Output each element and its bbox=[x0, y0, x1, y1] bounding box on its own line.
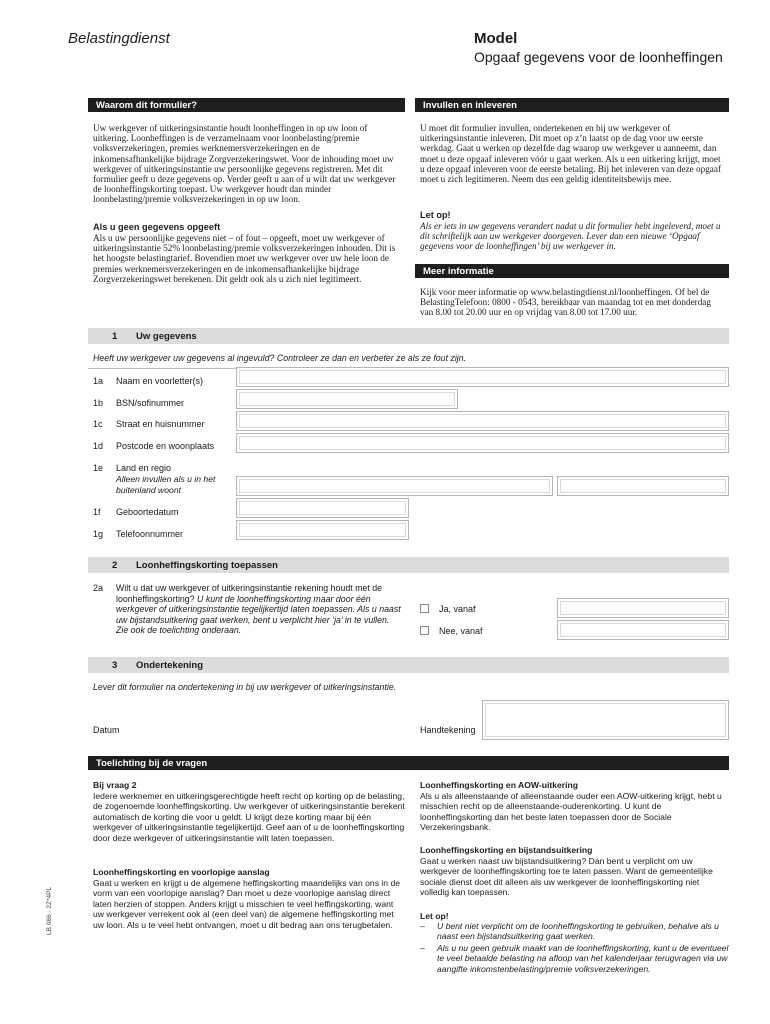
name-field[interactable] bbox=[236, 367, 729, 387]
row-1f-number: 1f bbox=[93, 507, 101, 517]
q2-body: Iedere werknemer en uitkeringsgerechtigde heeft recht op korting op de belasting, de zogenoemde loonheffingskorting. Uw werkgever of uitkeringsinstantie berekent automatisch de korting die voor u geldt. U krijgt deze korting maar bij één werkgever of uitkeringsinstantie tegelijkertijd. Geef aan of u de loonheffingskorting door deze werkgever of uitkeringsinstantie wilt laten toepassen. bbox=[93, 791, 405, 843]
question-2a-text: Wilt u dat uw werkgever of uitkeringsinstantie rekening houdt met de loonheffingskorting? bbox=[116, 583, 382, 604]
phone-field[interactable] bbox=[236, 520, 409, 540]
row-1b-label: BSN/sofinummer bbox=[116, 398, 185, 408]
fill-in-body: U moet dit formulier invullen, ondertekenen en bij uw werkgever of uitkeringsinstantie inleveren. Dit moet op z’n laatst op de dag voor uw eerste werkdag. Gaat u werken op dezelfde dag waarop uw werkgever u aanneemt, dan moet u deze opgaaf inleveren vóór u gaat werken. Als u een uitkering krijgt, moet u deze opgaaf inleveren voor de eerste betaling. Bij het inleveren van deze opgaaf moet u zich legitimeren. Neem dus een geldig identiteitsbewijs mee. bbox=[420, 123, 722, 185]
letop-item-2: Als u nu geen gebruik maakt van de loonheffingskorting, kunt u de eventueel te veel betaalde belasting na afloop van het kalenderjaar terugvragen via uw aangifte inkomstenbelasting/premie volksverzekeringen. bbox=[437, 943, 729, 974]
date-field[interactable] bbox=[93, 702, 406, 722]
question-2a bbox=[116, 583, 401, 636]
letop-dash-1: – bbox=[420, 921, 425, 931]
region-field[interactable] bbox=[557, 476, 729, 496]
agency-name: Belastingdienst bbox=[68, 30, 170, 47]
row-1e-note: Alleen invullen als u in het buitenland woont bbox=[116, 474, 216, 495]
yes-date-field[interactable] bbox=[557, 598, 729, 618]
date-label: Datum bbox=[93, 725, 120, 735]
row-1d-number: 1d bbox=[93, 441, 104, 451]
no-data-heading: Als u geen gegevens opgeeft bbox=[93, 222, 221, 232]
postcode-city-field[interactable] bbox=[236, 433, 729, 453]
street-field[interactable] bbox=[236, 411, 729, 431]
section-3-number: 3 bbox=[112, 660, 118, 671]
bijstand-body: Gaat u werken naast uw bijstandsuitkering? Dan bent u verplicht om uw werkgever de loonheffingskorting toe te laten passen. Want de gemeentelijke sociale dienst doet dit alleen als uw werkgever de loonheffingskorting niet volledig kan toepassen. bbox=[420, 856, 713, 898]
why-form-heading: Waarom dit formulier? bbox=[88, 98, 405, 112]
form-title: Opgaaf gegevens voor de loonheffingen bbox=[474, 49, 723, 65]
section-1-number: 1 bbox=[112, 331, 118, 342]
aow-body: Als u als alleenstaande of alleenstaande ouder een AOW-uitkering krijgt, hebt u misschien recht op de alleenstaande-ouderenkorting. U kunt de loonheffingskorting dan het beste laten toepassen door de Sociale Verzekeringsbank. bbox=[420, 791, 722, 833]
section-2-number: 2 bbox=[112, 560, 118, 571]
row-1b-number: 1b bbox=[93, 398, 104, 408]
q2-heading: Bij vraag 2 bbox=[93, 780, 137, 790]
yes-checkbox[interactable] bbox=[420, 604, 429, 613]
yes-label: Ja, vanaf bbox=[439, 604, 476, 614]
no-checkbox[interactable] bbox=[420, 626, 429, 635]
bijstand-heading: Loonheffingskorting en bijstandsuitkering bbox=[420, 845, 593, 855]
section-2-bar bbox=[88, 557, 729, 573]
row-1g-number: 1g bbox=[93, 529, 104, 539]
more-info-heading: Meer informatie bbox=[415, 264, 729, 278]
signature-field[interactable] bbox=[482, 700, 729, 740]
country-field[interactable] bbox=[236, 476, 553, 496]
row-1a-number: 1a bbox=[93, 376, 104, 386]
more-info-body: Kijk voor meer informatie op www.belastingdienst.nl/loonheffingen. Of bel de BelastingTelefoon: 0800 - 0543, bereikbaar van maandag tot en met donderdag van 8.00 tot 20.00 uur en op vrijdag van 8.00 tot 17.00 uur. bbox=[420, 287, 711, 318]
section-2-title: Loonheffingskorting toepassen bbox=[136, 560, 278, 571]
section-3-bar bbox=[88, 657, 729, 673]
letop-heading: Let op! bbox=[420, 210, 451, 220]
no-data-body: Als u uw persoonlijke gegevens niet – of fout – opgeeft, moet uw werkgever of uitkeringsinstantie 52% loonbelasting/premie volksverzekeringen inhouden. Dit is het hoogste belastingtarief. Bovendien moet uw werkgever over uw hele loon de premies werknemersverzekeringen en de inkomensafhankelijke bijdrage Zorgverzekeringswet berekenen. Dit geldt ook als u zich niet legitimeert. bbox=[93, 233, 396, 284]
why-form-body: Uw werkgever of uitkeringsinstantie houdt loonheffingen in op uw loon of uitkering. Loonheffingen is de verzamelnaam voor loonbelasting/premie volksverzekeringen, premies werknemersverzekeringen en de inkomensafhankelijke bijdrage Zorgverzekeringswet. Voor de inhouding moet uw werkgever of uitkeringsinstantie uw persoonlijke gegevens registreren. Met dit formulier geeft u deze gegevens op. Verder geeft u aan of u wilt dat uw werkgever de loonheffingskorting toepast. Uw werkgever houdt dan minder loonbelasting/premie volksverzekeringen in op uw loon. bbox=[93, 123, 396, 205]
question-2a-note: U kunt de loonheffingskorting maar door één werkgever of uitkeringsinstantie tegelijkertijd laten toepassen. Als u naast uw bijstandsuitkering gaat werken, bent u verplicht hier ‘ja’ in te vullen. Zie ook de toelichting onderaan. bbox=[116, 593, 401, 635]
explanation-heading: Toelichting bij de vragen bbox=[88, 756, 729, 770]
aow-heading: Loonheffingskorting en AOW-uitkering bbox=[420, 780, 579, 790]
letop-body: Als er iets in uw gegevens verandert nadat u dit formulier hebt ingeleverd, moet u dit schriftelijk aan uw werkgever doorgeven. Lever dan een nieuwe ‘Opgaaf gegevens voor de loonheffingen’ bij uw werkgever in. bbox=[420, 221, 721, 252]
row-1d-label: Postcode en woonplaats bbox=[116, 441, 215, 451]
section-1-title: Uw gegevens bbox=[136, 331, 197, 342]
no-date-field[interactable] bbox=[557, 620, 729, 640]
va-heading: Loonheffingskorting en voorlopige aanslag bbox=[93, 867, 270, 877]
row-1g-label: Telefoonnummer bbox=[116, 529, 184, 539]
form-type: Model bbox=[474, 30, 518, 47]
va-body: Gaat u werken en krijgt u de algemene heffingskorting maandelijks van ons in de vorm van een voorlopige aanslag? Dan moet u deze voorlopige aanslag direct laten herzien of stoppen. Anders krijgt u misschien te veel heffingskorting, want uw werkgever verrekent ook al (een deel van) de algemene heffingskorting met uw loon. Als u te veel hebt ontvangen, moet u dit bedrag aan ons terugbetalen. bbox=[93, 878, 401, 930]
row-2a-number: 2a bbox=[93, 583, 104, 593]
letop-dash-2: – bbox=[420, 943, 425, 953]
section-3-instruction: Lever dit formulier na ondertekening in bij uw werkgever of uitkeringsinstantie. bbox=[93, 682, 397, 692]
birthdate-field[interactable] bbox=[236, 498, 409, 518]
row-1e-number: 1e bbox=[93, 463, 104, 473]
row-1e-label: Land en regio bbox=[116, 463, 172, 473]
form-code: LB 086 - 2Z*4PL bbox=[46, 886, 53, 935]
row-1a-label: Naam en voorletter(s) bbox=[116, 376, 204, 386]
row-1f-label: Geboortedatum bbox=[116, 507, 179, 517]
section-1-instruction: Heeft uw werkgever uw gegevens al ingevuld? Controleer ze dan en verbeter ze als ze fout zijn. bbox=[93, 353, 467, 363]
letop-item-1: U bent niet verplicht om de loonheffingskorting te gebruiken, behalve als u naast een bijstandsuitkering gaat werken. bbox=[437, 921, 719, 942]
signature-label: Handtekening bbox=[420, 725, 476, 735]
no-label: Nee, vanaf bbox=[439, 626, 483, 636]
fill-in-heading: Invullen en inleveren bbox=[415, 98, 729, 112]
letop2-heading: Let op! bbox=[420, 911, 449, 921]
bsn-field[interactable] bbox=[236, 389, 458, 409]
section-3-title: Ondertekening bbox=[136, 660, 204, 671]
row-1c-number: 1c bbox=[93, 419, 103, 429]
section-1-bar bbox=[88, 328, 729, 344]
row-1c-label: Straat en huisnummer bbox=[116, 419, 205, 429]
